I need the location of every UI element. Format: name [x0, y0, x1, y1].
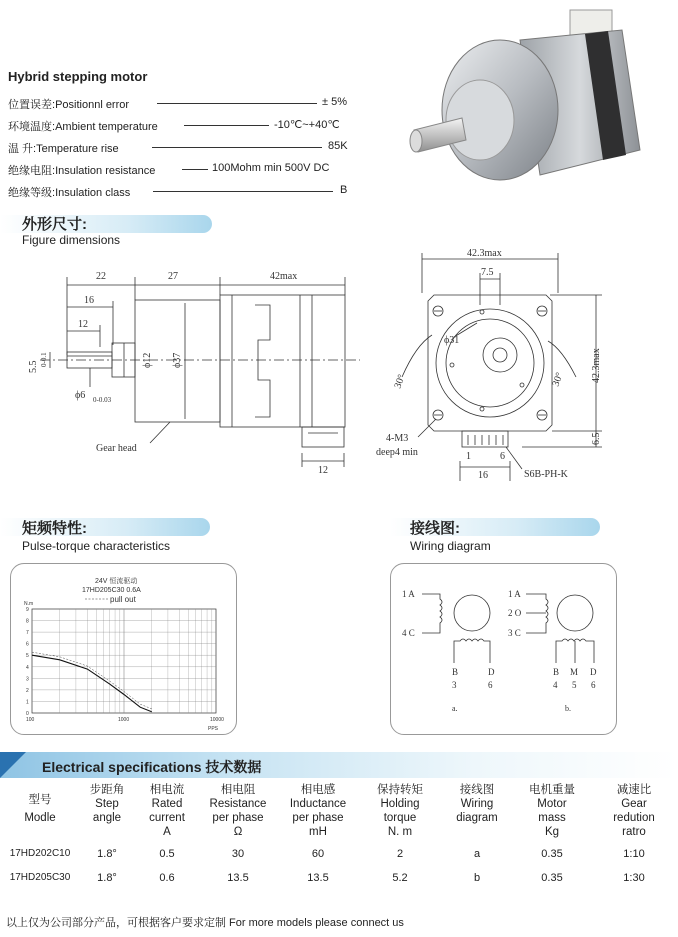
- section-title-cn: 接线图:: [410, 520, 460, 537]
- y-tick-label: 7: [26, 630, 29, 637]
- wiring-b-4: 4: [553, 680, 558, 690]
- header-current: [136, 783, 198, 839]
- y-tick-label: 3: [26, 676, 29, 683]
- wiring-b-2o: 2 O: [508, 608, 522, 618]
- header-cn: 相电感: [300, 784, 336, 796]
- spec-leader: [152, 147, 322, 148]
- wiring-diagram: [390, 563, 617, 735]
- header-en: Resistance: [209, 798, 267, 810]
- chart-ticks: [26, 607, 224, 723]
- wiring-b-caption: b.: [565, 704, 571, 713]
- dim-angle-30-right: 30°: [550, 371, 566, 389]
- spec-label-cn: 环境温度:: [8, 121, 56, 133]
- header-en: torque: [383, 812, 417, 824]
- wiring-b-b: B: [553, 667, 560, 677]
- spec-label-en: Insulation class: [55, 187, 131, 199]
- chart-grid: [32, 609, 216, 713]
- y-tick-label: 0: [26, 711, 29, 717]
- section-title-en: Figure dimensions: [22, 233, 121, 247]
- wiring-b-6: 6: [591, 680, 596, 690]
- spec-label-en: Insulation resistance: [55, 165, 156, 177]
- y-tick-label: 9: [26, 607, 29, 613]
- wiring-a-1a: 1 A: [402, 589, 415, 599]
- header-en: Wiring: [460, 798, 494, 810]
- chart-title-line2: 17HD205C30 0.6A: [82, 587, 141, 594]
- header-model: [2, 783, 78, 839]
- dim-16-connector: 16: [478, 470, 488, 481]
- wiring-b-5: 5: [572, 680, 577, 690]
- dim-16: 16: [84, 295, 94, 306]
- spec-value: 100Mohm min 500V DC: [212, 162, 330, 174]
- cell-torque: 2: [396, 848, 404, 860]
- header-en: current: [149, 812, 185, 824]
- dim-12-connector: 12: [318, 465, 328, 476]
- spec-insulation-class: [8, 184, 130, 200]
- front-view-drawing: [372, 245, 678, 485]
- wiring-a-caption: a.: [452, 704, 458, 713]
- spec-value: B: [340, 184, 348, 196]
- dim-27: 27: [168, 271, 178, 282]
- cell-step-angle: 1.8°: [97, 848, 117, 860]
- header-wiring: [442, 783, 512, 839]
- wiring-a-d: D: [488, 667, 495, 677]
- spec-position-error: [8, 96, 129, 112]
- header-unit: Ω: [233, 826, 243, 838]
- header-resistance: [198, 783, 278, 839]
- dim-phi12: ϕ12: [142, 352, 153, 368]
- page-title: Hybrid stepping motor: [8, 69, 148, 84]
- cell-ratio: 1:30: [623, 872, 645, 884]
- label-pin-6: 6: [500, 451, 505, 462]
- label-connector-model: S6B-PH-K: [524, 469, 568, 480]
- spec-leader: [157, 103, 317, 104]
- dim-12: 12: [78, 319, 88, 330]
- elec-heading-cn: 技术数据: [205, 759, 262, 775]
- header-mass: [512, 783, 592, 839]
- cell-model: 17HD205C30: [9, 872, 71, 883]
- spec-temperature-rise: [8, 140, 119, 156]
- section-title-cn: 矩频特性:: [22, 520, 87, 537]
- side-view-drawing: [0, 255, 390, 480]
- spec-label-cn: 温 升:: [8, 143, 37, 155]
- shaft-end-shape: [410, 130, 422, 152]
- header-en: Rated: [151, 798, 183, 810]
- y-unit: N.m: [24, 601, 34, 607]
- cell-mass: 0.35: [541, 848, 563, 860]
- header-cn: 保持转矩: [377, 784, 423, 796]
- dim-phi6-tol: 0-0.03: [93, 396, 112, 404]
- wiring-b-1a: 1 A: [508, 589, 521, 599]
- dim-shaft-tol: 0-0.1: [40, 352, 48, 367]
- footer-note: 以上仅为公司部分产品，可根据客户要求定制 For more models please connect us: [6, 917, 404, 929]
- spec-value: 85K: [328, 140, 348, 152]
- header-unit: ratro: [622, 826, 646, 838]
- header-en: Inductance: [289, 798, 347, 810]
- y-tick-label: 8: [26, 618, 29, 625]
- dim-7-5: 7.5: [481, 267, 494, 278]
- spec-label-cn: 绝缘等级:: [8, 187, 56, 199]
- chart-title-line1: 24V 恒流驱动: [95, 578, 138, 585]
- wiring-b: [508, 589, 597, 713]
- label-m3: 4-M3: [386, 433, 409, 444]
- spec-leader: [182, 169, 208, 170]
- dim-phi31: ϕ31: [444, 335, 460, 346]
- cell-current: 0.6: [159, 872, 175, 884]
- series-pull-out: [32, 655, 152, 712]
- header-en: mass: [538, 812, 566, 824]
- legend-label: pull out: [110, 595, 136, 604]
- header-cn: 接线图: [459, 784, 495, 796]
- header-cn: 相电阻: [220, 784, 256, 796]
- cell-mass: 0.35: [541, 872, 563, 884]
- cell-current: 0.5: [159, 848, 175, 860]
- spec-insulation-resistance: [8, 162, 155, 178]
- header-en: Holding: [380, 798, 420, 810]
- dim-phi37: ϕ37: [172, 352, 183, 368]
- wiring-b-3c: 3 C: [508, 628, 521, 638]
- dim-front-height: 42.3max: [591, 348, 602, 383]
- dim-front-width: 42.3max: [467, 248, 502, 259]
- cell-step-angle: 1.8°: [97, 872, 117, 884]
- spec-ambient-temperature: [8, 118, 158, 134]
- header-cn: 步距角: [89, 784, 125, 796]
- y-tick-label: 4: [26, 664, 29, 671]
- wiring-a-3: 3: [452, 680, 457, 690]
- dim-phi6: ϕ6: [75, 390, 86, 401]
- header-en: diagram: [456, 812, 498, 824]
- spec-label-en: Temperature rise: [36, 143, 119, 155]
- spec-label-en: Positionnl error: [55, 99, 130, 111]
- header-en: Motor: [537, 798, 567, 810]
- cell-inductance: 60: [311, 848, 325, 860]
- header-en: per phase: [212, 812, 264, 824]
- header-unit: N. m: [387, 826, 413, 838]
- torque-chart: [10, 563, 237, 735]
- dim-22: 22: [96, 271, 106, 282]
- wiring-a-4c: 4 C: [402, 628, 415, 638]
- spec-table-header: [2, 783, 676, 839]
- header-step-angle: [78, 783, 136, 839]
- x-tick-label: 10000: [210, 717, 224, 723]
- motor-photo: [400, 0, 678, 210]
- table-row: [2, 847, 676, 871]
- label-deep: deep4 min: [376, 447, 418, 458]
- header-inductance: [278, 783, 358, 839]
- header-en: redution: [613, 812, 655, 824]
- header-en: Gear: [621, 798, 647, 810]
- header-en: angle: [92, 812, 122, 824]
- header-unit: mH: [309, 826, 327, 838]
- y-tick-label: 1: [26, 699, 29, 706]
- x-unit: PPS: [208, 726, 219, 732]
- cell-wiring: a: [473, 848, 481, 860]
- spec-value: -10℃~+40℃: [274, 119, 340, 131]
- spec-leader: [153, 191, 333, 192]
- spec-leader: [184, 125, 269, 126]
- elec-heading: [42, 757, 261, 777]
- section-title-en: Pulse-torque characteristics: [22, 539, 171, 553]
- label-pin-1: 1: [466, 451, 471, 462]
- cell-resistance: 13.5: [227, 872, 249, 884]
- header-cn: 减速比: [616, 784, 652, 796]
- spec-label-cn: 绝缘电阻:: [8, 165, 56, 177]
- series-pull-out-outline: [32, 652, 152, 709]
- elec-heading-en: Electrical specifications: [42, 759, 202, 775]
- cell-model: 17HD202C10: [9, 848, 71, 859]
- header-en: Step: [95, 798, 119, 810]
- dim-42max: 42max: [270, 271, 298, 282]
- spec-value: ± 5%: [322, 96, 347, 108]
- wiring-a-6: 6: [488, 680, 493, 690]
- dim-angle-30-left: 30°: [392, 373, 408, 391]
- header-en: Modle: [24, 812, 56, 824]
- y-tick-label: 6: [26, 641, 29, 648]
- spec-label-cn: 位置误差:: [8, 99, 56, 111]
- wiring-a-b: B: [452, 667, 459, 677]
- wiring-b-m: M: [570, 667, 579, 677]
- header-gear-ratio: [592, 783, 676, 839]
- wiring-b-d: D: [590, 667, 597, 677]
- header-cn: 型号: [28, 794, 52, 806]
- x-tick-label: 100: [26, 717, 35, 723]
- y-tick-label: 5: [26, 653, 29, 660]
- dim-6-5: 6.5: [591, 432, 602, 445]
- header-en: per phase: [292, 812, 344, 824]
- section-title-en: Wiring diagram: [410, 539, 491, 553]
- label-gear-head: Gear head: [96, 443, 137, 454]
- cell-wiring: b: [473, 872, 481, 884]
- header-unit: Kg: [544, 826, 560, 838]
- dim-shaft-length: 5.5: [28, 360, 39, 373]
- cell-ratio: 1:10: [623, 848, 645, 860]
- cell-resistance: 30: [231, 848, 245, 860]
- cell-inductance: 13.5: [307, 872, 329, 884]
- spec-table: [2, 783, 676, 895]
- x-tick-label: 1000: [118, 717, 130, 723]
- wiring-a: [402, 589, 495, 713]
- section-title-cn: 外形尺寸:: [22, 216, 87, 233]
- elec-heading-corner: [0, 752, 26, 778]
- y-tick-label: 2: [26, 687, 29, 694]
- header-cn: 相电流: [149, 784, 185, 796]
- cell-torque: 5.2: [392, 872, 408, 884]
- table-row: [2, 871, 676, 895]
- header-cn: 电机重量: [529, 784, 575, 796]
- spec-label-en: Ambient temperature: [55, 121, 158, 133]
- header-torque: [358, 783, 442, 839]
- header-unit: A: [163, 826, 171, 838]
